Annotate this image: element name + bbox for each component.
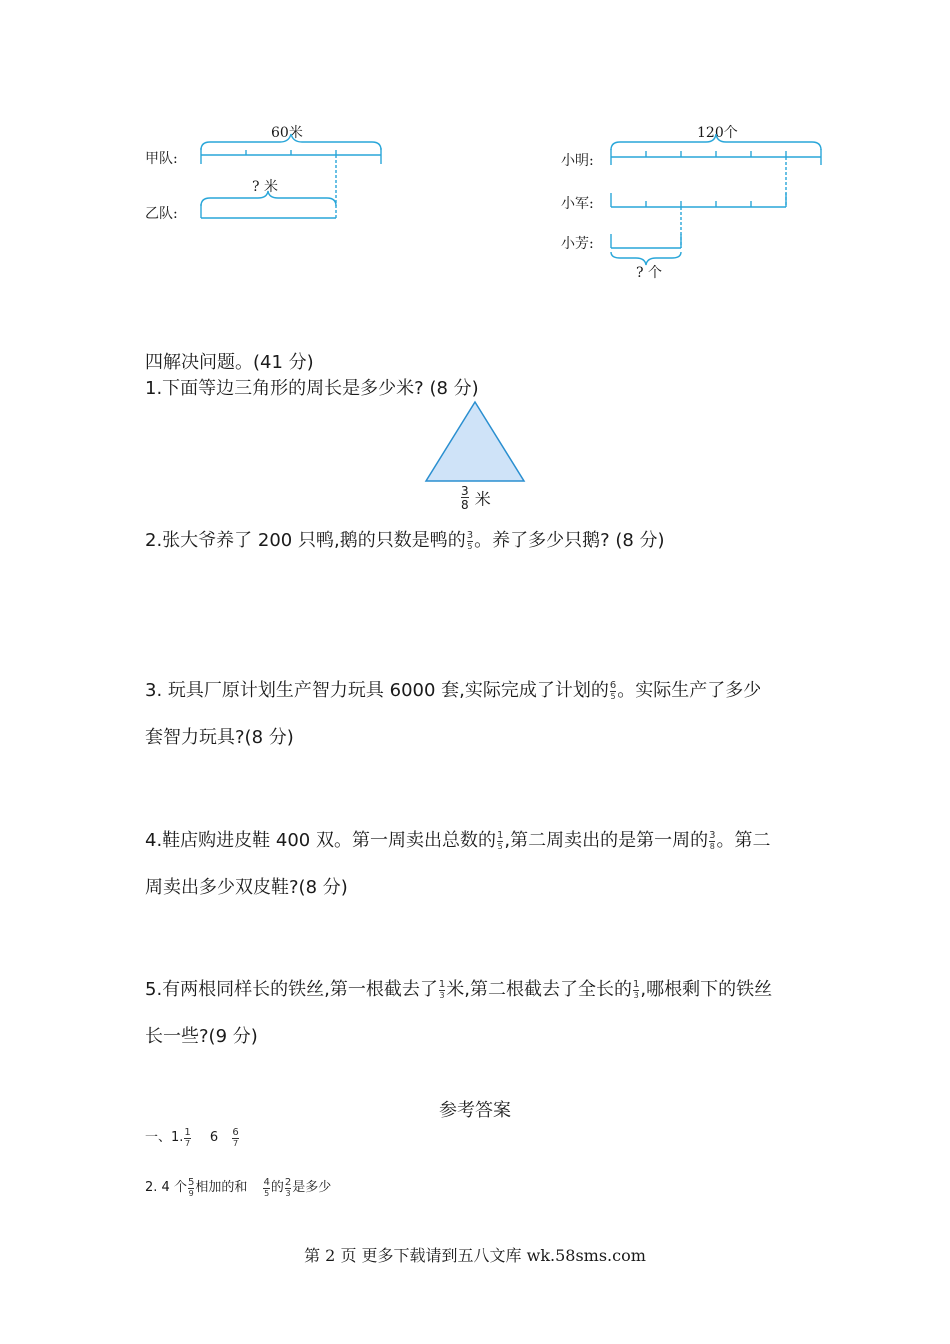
question-2: 2.张大爷养了 200 只鸭,鹅的只数是鸭的 $\frac{3}{5}$ 。养了多少只鹅? (8 分) (145, 530, 665, 551)
q3-fraction: $\frac{6}{5}$ (609, 680, 617, 701)
brace-question (611, 252, 681, 265)
answers-title: 参考答案 (439, 1100, 511, 1121)
a2-fraction-2: $\frac{4}{5}$ (263, 1176, 270, 1198)
brace-question (201, 191, 336, 206)
diagram-left-question-label: ? 米 (252, 179, 278, 195)
brace-total (611, 134, 821, 150)
diagram-right-total-label: 120个 (697, 125, 738, 141)
diagram-left-row1-label: 甲队: (145, 151, 178, 167)
question-1: 1.下面等边三角形的周长是多少米? (8 分) (145, 378, 479, 399)
section-title: 四解决问题。(41 分) (145, 352, 314, 373)
a1-fraction-1: $\frac{1}{7}$ (184, 1126, 191, 1148)
diagram-left-total-label: 60米 (271, 125, 303, 141)
question-5-line2: 长一些?(9 分) (145, 1026, 258, 1047)
q5-fraction-1: $\frac{1}{3}$ (438, 979, 446, 1000)
diagram-right-row2-label: 小军: (561, 196, 594, 212)
question-4: 4.鞋店购进皮鞋 400 双。第一周卖出总数的 $\frac{1}{5}$ ,第二周卖出的是第一周的 $\frac{3}{8}$ 。第二 (145, 830, 771, 851)
diagram-right-row3-label: 小芳: (561, 236, 594, 252)
equilateral-triangle (420, 396, 530, 486)
a1-fraction-2: $\frac{6}{7}$ (232, 1126, 239, 1148)
a2-fraction-3: $\frac{2}{3}$ (284, 1176, 292, 1198)
brace-total (201, 134, 381, 150)
answer-1: 一、1. $\frac{1}{7}$ 6 $\frac{6}{7}$ (145, 1126, 239, 1148)
question-3-line2: 套智力玩具?(8 分) (145, 727, 294, 748)
answer-2: 2. 4 个 $\frac{5}{9}$ 相加的和 $\frac{4}{5}$ 的 $\frac{2}{3}$ 是多少 (145, 1176, 332, 1198)
diagram-left-row2-label: 乙队: (145, 206, 178, 222)
diagram-right-row1-label: 小明: (561, 153, 594, 169)
question-5: 5.有两根同样长的铁丝,第一根截去了 $\frac{1}{3}$ 米,第二根截去了全长的 $\frac{1}{3}$ ,哪根剩下的铁丝 (145, 979, 773, 1000)
q5-fraction-2: $\frac{1}{3}$ (633, 979, 640, 1000)
page-footer: 第 2 页 更多下载请到五八文库 wk.58sms.com (304, 1246, 646, 1265)
diagram-right-question-label: ? 个 (636, 265, 662, 281)
a2-fraction-1: $\frac{5}{9}$ (187, 1176, 195, 1198)
diagram-right-svg (600, 130, 830, 270)
q4-fraction-1: $\frac{1}{5}$ (496, 830, 504, 851)
q4-fraction-2: $\frac{3}{8}$ (709, 830, 716, 851)
side-fraction: $\frac{3}{8}$ (461, 484, 469, 512)
q2-fraction: $\frac{3}{5}$ (466, 530, 474, 551)
diagram-left-svg (190, 130, 400, 230)
question-4-line2: 周卖出多少双皮鞋?(8 分) (145, 877, 348, 898)
question-3: 3. 玩具厂原计划生产智力玩具 6000 套,实际完成了计划的 $\frac{6}{5}$ 。实际生产了多少 (145, 680, 762, 701)
triangle-side-label: $\frac{3}{8}$ 米 (461, 484, 491, 512)
